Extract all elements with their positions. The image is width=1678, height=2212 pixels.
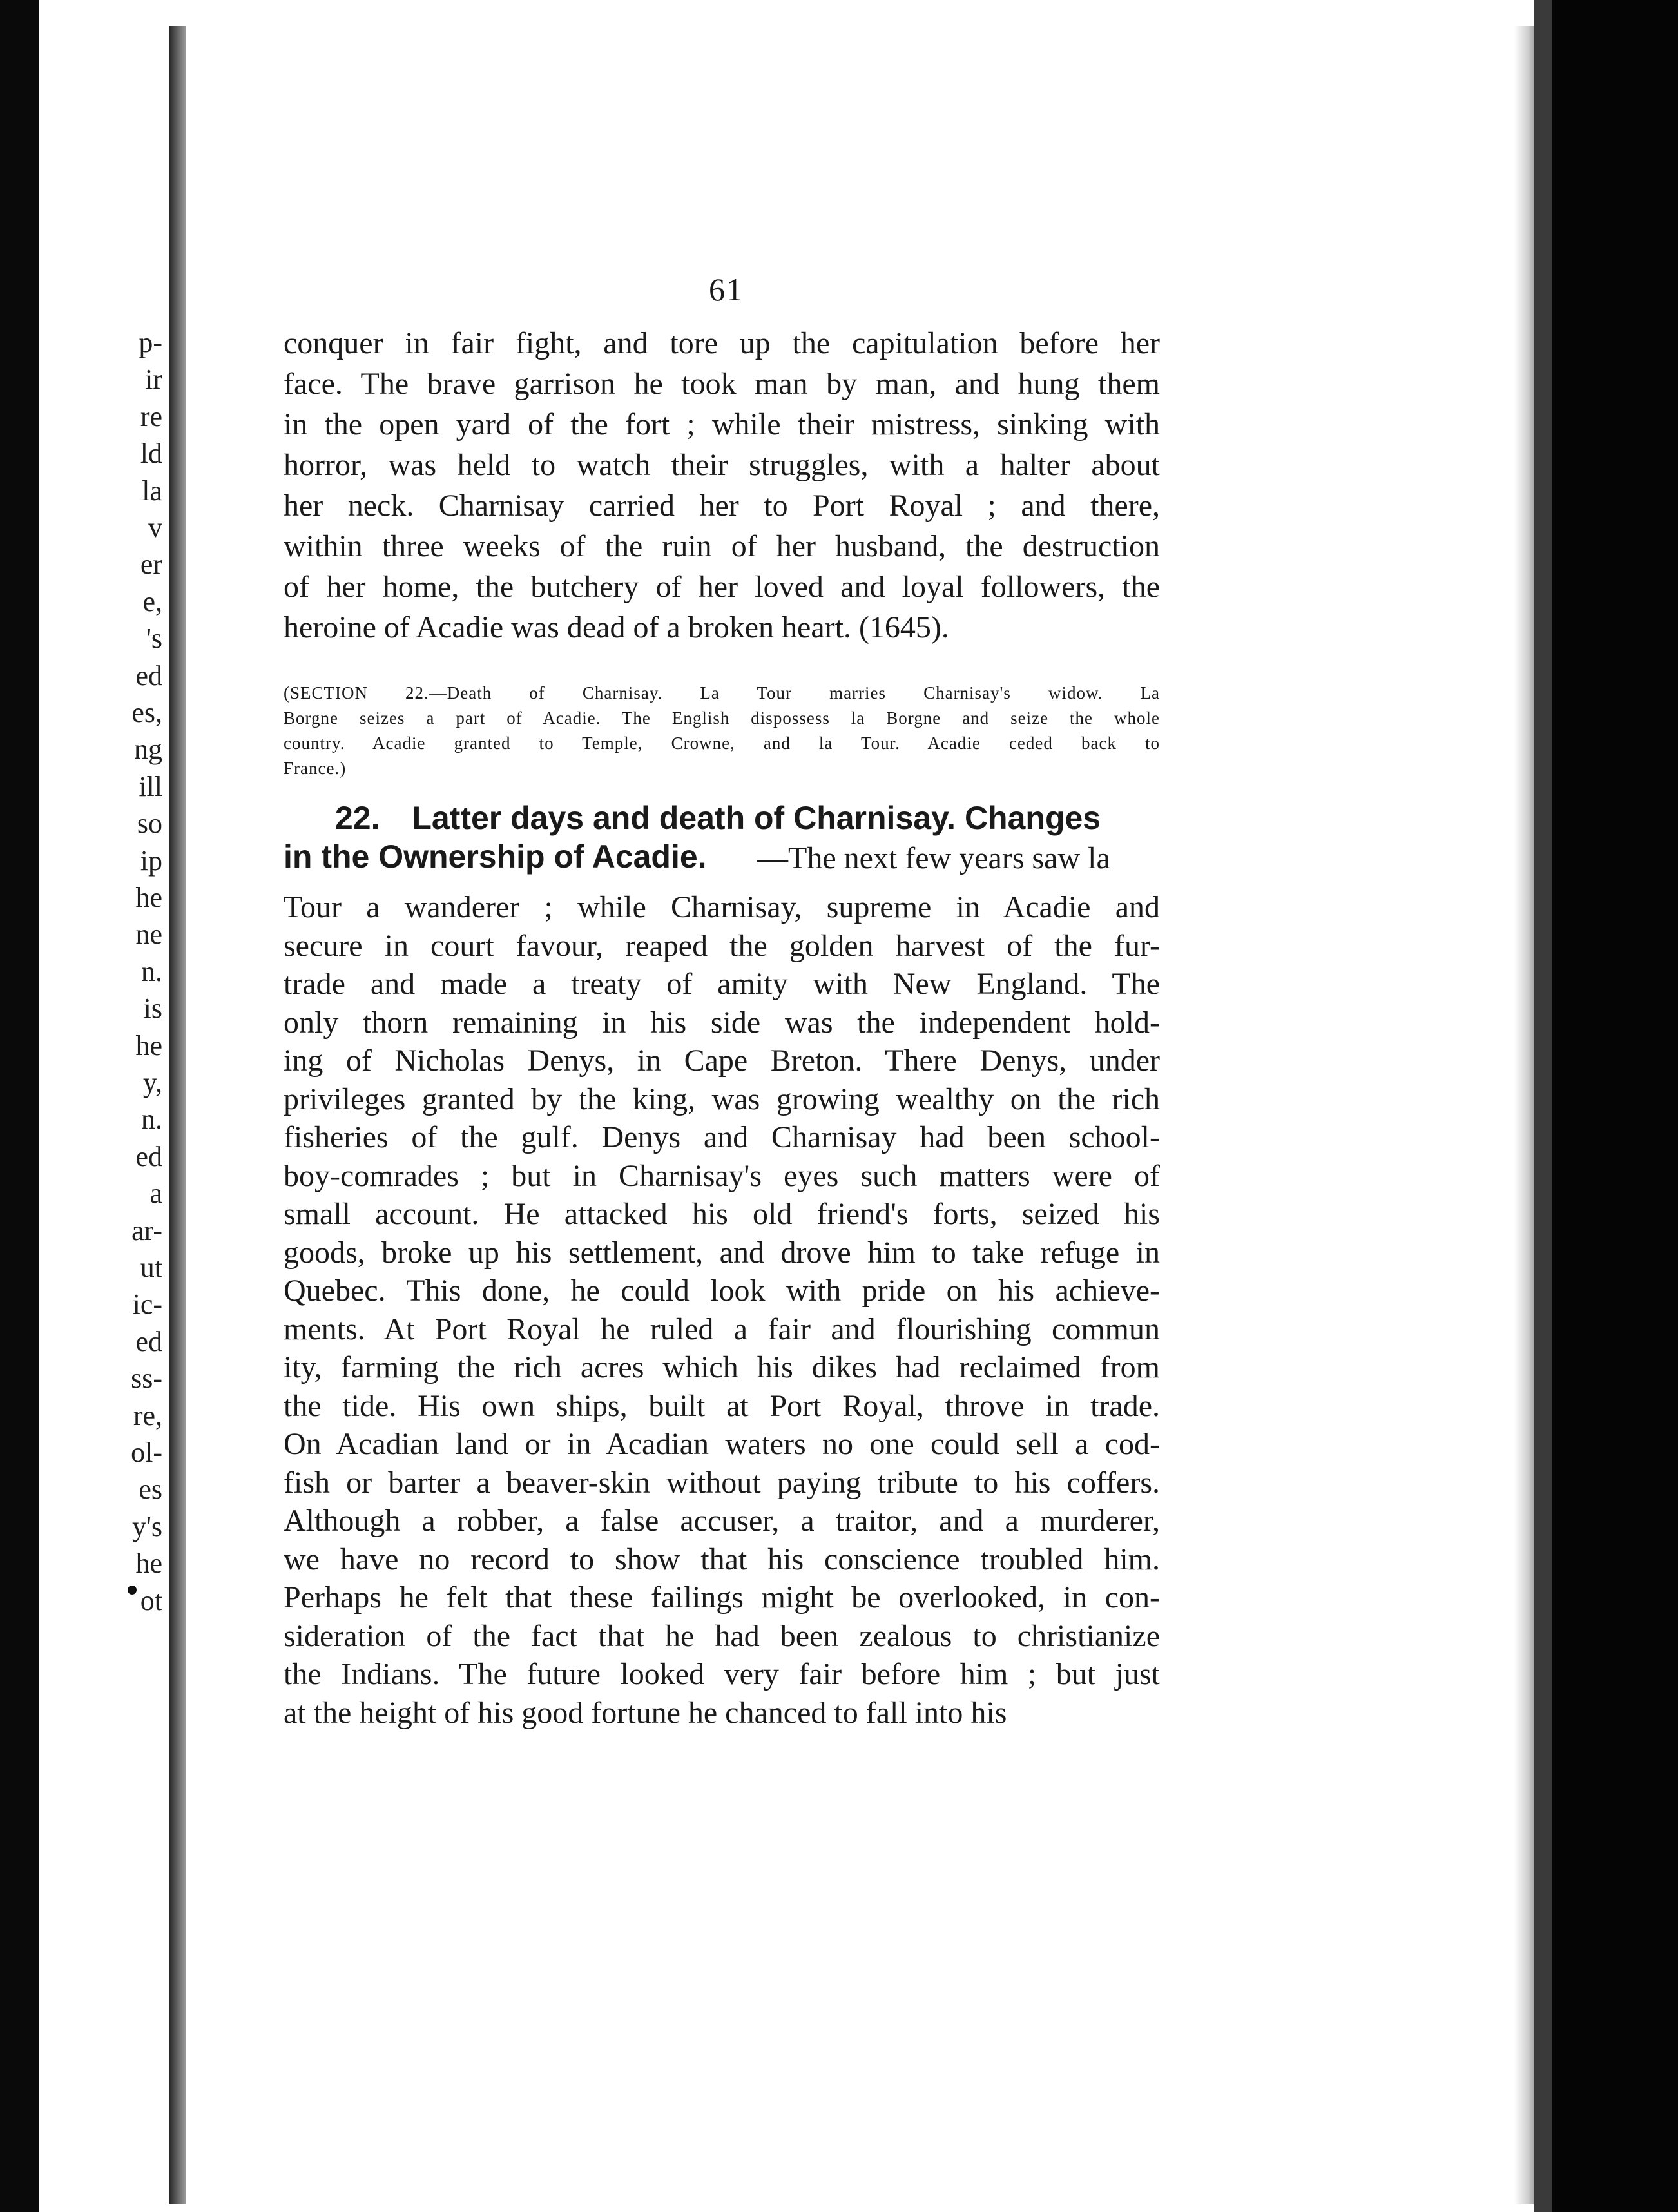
fragment-line: 's bbox=[146, 623, 162, 655]
section-title-line-1: Latter days and death of Charnisay. Changes bbox=[412, 800, 1101, 836]
text-line: at the height of his good fortune he chanced to fall into his bbox=[284, 1695, 1007, 1730]
fragment-line: ed bbox=[135, 1140, 162, 1172]
fragment-line: re, bbox=[133, 1399, 162, 1431]
scan-border-left bbox=[0, 0, 39, 2212]
text-line: privileges granted by the king, was growing wealthy on the rich bbox=[284, 1082, 1160, 1116]
scan-border-right bbox=[1552, 0, 1678, 2212]
text-line: in the open yard of the fort ; while their mistress, sinking with bbox=[284, 407, 1160, 441]
text-line: ments. At Port Royal he ruled a fair and flourishing commun bbox=[284, 1312, 1160, 1346]
section-heading-line-2 bbox=[284, 838, 707, 875]
fragment-line: ss- bbox=[131, 1363, 162, 1395]
fragment-line: ng bbox=[134, 733, 162, 766]
text-line: trade and made a treaty of amity with New England. The bbox=[284, 967, 1160, 1001]
text-line: On Acadian land or in Acadian waters no one could sell a cod- bbox=[284, 1427, 1160, 1461]
fragment-line: es, bbox=[131, 697, 162, 728]
text-line: Although a robber, a false accuser, a traitor, and a murderer, bbox=[284, 1504, 1160, 1538]
text-line: goods, broke up his settlement, and drove him to take refuge in bbox=[284, 1235, 1160, 1270]
fragment-line: is bbox=[143, 993, 162, 1025]
text-line: Perhaps he felt that these failings might be overlooked, in con- bbox=[284, 1580, 1160, 1615]
fragment-line: ld bbox=[140, 438, 162, 470]
fragment-line: y's bbox=[131, 1510, 162, 1542]
fragment-line: ed bbox=[135, 659, 162, 692]
fragment-line: ne bbox=[135, 918, 162, 951]
text-line: Quebec. This done, he could look with pride on his achieve- bbox=[284, 1274, 1160, 1308]
text-line: ing of Nicholas Denys, in Cape Breton. There Denys, under bbox=[284, 1043, 1160, 1078]
fragment-line: he bbox=[135, 882, 162, 913]
section-title-line-2: in the Ownership of Acadie. bbox=[284, 839, 707, 875]
text-line: (SECTION 22.—Death of Charnisay. La Tour marries Charnisay's widow. La bbox=[284, 683, 1160, 703]
text-line: we have no record to show that his conscience troubled him. bbox=[284, 1542, 1160, 1577]
ink-dot bbox=[128, 1586, 137, 1595]
fragment-line: he bbox=[135, 1029, 162, 1062]
fragment-line: e, bbox=[142, 585, 162, 617]
page-number: 61 bbox=[709, 271, 744, 307]
fragment-line: ip bbox=[140, 844, 162, 877]
fragment-line: so bbox=[137, 808, 162, 840]
fragment-line: ic- bbox=[132, 1288, 162, 1321]
text-line: heroine of Acadie was dead of a broken heart. (1645). bbox=[284, 610, 949, 645]
text-line: face. The brave garrison he took man by man, and hung them bbox=[284, 367, 1160, 401]
fragment-line: re bbox=[140, 400, 162, 432]
text-line: small account. He attacked his old friend's forts, seized his bbox=[284, 1197, 1160, 1231]
text-line: fisheries of the gulf. Denys and Charnisay had been school- bbox=[284, 1120, 1160, 1154]
text-line: the tide. His own ships, built at Port Royal, throve in trade. bbox=[284, 1388, 1160, 1423]
text-line: the Indians. The future looked very fair before him ; but just bbox=[284, 1657, 1160, 1691]
section-heading-line-1 bbox=[335, 799, 1101, 837]
fragment-line: ar- bbox=[131, 1214, 162, 1247]
fragment-line: es bbox=[139, 1473, 162, 1506]
fragment-line: v bbox=[148, 512, 162, 543]
text-line: conquer in fair fight, and tore up the capitulation before her bbox=[284, 326, 1160, 360]
fragment-line: n. bbox=[141, 955, 162, 987]
text-line: of her home, the butchery of her loved and loyal followers, the bbox=[284, 570, 1160, 604]
fragment-line: y, bbox=[142, 1067, 162, 1098]
text-line: Tour a wanderer ; while Charnisay, supreme in Acadie and bbox=[284, 890, 1160, 924]
fragment-line: ut bbox=[140, 1252, 162, 1283]
fragment-line: la bbox=[142, 474, 162, 507]
text-line: boy-comrades ; but in Charnisay's eyes such matters were of bbox=[284, 1158, 1160, 1193]
fragment-line: he bbox=[135, 1547, 162, 1580]
text-line: only thorn remaining in his side was the independent hold- bbox=[284, 1005, 1160, 1040]
text-line: fish or barter a beaver-skin without paying tribute to his coffers. bbox=[284, 1465, 1160, 1500]
fragment-line: p- bbox=[139, 327, 162, 358]
text-line: France.) bbox=[284, 759, 347, 778]
fragment-line: ot bbox=[140, 1584, 162, 1616]
text-line: country. Acadie granted to Temple, Crowne, and la Tour. Acadie ceded back to bbox=[284, 733, 1160, 753]
text-line: secure in court favour, reaped the golden harvest of the fur- bbox=[284, 928, 1160, 963]
fragment-line: ol- bbox=[131, 1437, 162, 1468]
fragment-line: n. bbox=[141, 1103, 162, 1136]
fragment-line: a bbox=[149, 1178, 162, 1210]
section-number: 22. bbox=[335, 800, 380, 836]
text-line: ity, farming the rich acres which his dikes had reclaimed from bbox=[284, 1350, 1160, 1384]
section-lead-text: —The next few years saw la bbox=[757, 841, 1110, 875]
fragment-line: ill bbox=[139, 770, 162, 802]
fragment-line: er bbox=[140, 548, 162, 581]
text-line: sideration of the fact that he had been zealous to christianize bbox=[284, 1618, 1160, 1653]
text-line: horror, was held to watch their struggles, with a halter about bbox=[284, 448, 1160, 482]
text-line: within three weeks of the ruin of her husband, the destruction bbox=[284, 529, 1160, 563]
text-line: her neck. Charnisay carried her to Port Royal ; and there, bbox=[284, 489, 1160, 523]
book-gutter bbox=[169, 26, 186, 2204]
facing-page-fragment bbox=[39, 0, 168, 2212]
fragment-line: ir bbox=[145, 364, 162, 396]
fragment-line: ed bbox=[135, 1325, 162, 1357]
text-line: Borgne seizes a part of Acadie. The English dispossess la Borgne and seize the whole bbox=[284, 708, 1160, 728]
